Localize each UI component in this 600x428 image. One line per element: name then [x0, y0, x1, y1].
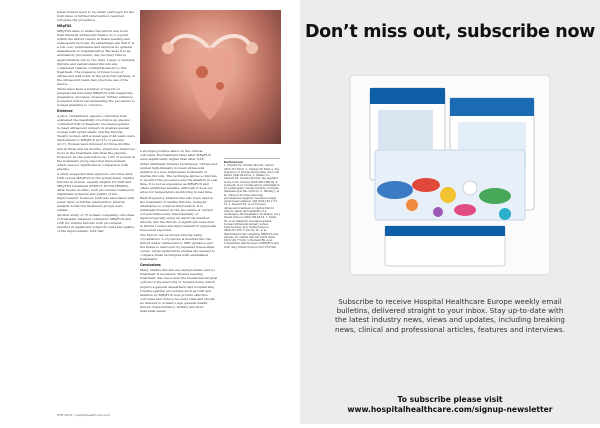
section-heading: MRgFUS [57, 24, 72, 29]
advert-cta-line-1: To subscribe please visit [397, 395, 503, 404]
references-title: References [224, 161, 243, 164]
paragraph: Many uterine fibroids are asymptomatic and no treatment is necessary. Women needing treatment may have been the traditional surgical options of myomectomy or hysterectomy, which require a general anaesthetic and hospital stay. Uterine-sparing procedures such as UAE and ablation by MRgFUS now provide effective outcomes and reduce recovery time and should be tailored to women's age, general health, fibroid characteristics, fertility and their individual needs. [140, 268, 218, 313]
paragraph: fewer women need to be under oestrogen for the high rates of further intervention required following the procedure. [57, 10, 135, 23]
paragraph: MRgFUS aims to ablate the fibroid and focus high intensity ultrasound beams on to a point within the fibroid results in tissue heating and subsequent necrosis. Its advantages are that it is a low cost, noninvasive and requires no general anaesthesia or hospitalisation. Because it is an ambulatory procedure, day recovery time is approximately one to two days. Large or multiple fibroids and pedunculated fibroids are considered relative contraindications to this treatment. The presence of bowel loops or ultrasound wall scars in the projected pathway of the ultrasound beam may preclude use of the device. [57, 29, 135, 86]
paragraph: Other minimally invasive techniques: Ultrasound-guided high-intensity focused ultrasound ablation is a new noninvasive treatment of uterine fibroids. The technique allows a clinician to monitor the procedure and the ablation in real time. It is not as expensive as MRgFUS and offers additional benefits, although it does not allow for temperature monitoring in real time. [140, 162, 218, 195]
uterus-graphic [140, 10, 281, 144]
article-column-2 [140, 149, 218, 411]
advert-collage [300, 0, 600, 424]
paragraph: There have been a number of reports of pregnancies following MRgFUS with reassuring pregnancy outcomes; however, further evidence is needed before recommending the procedure to women planning to conceive. [57, 86, 135, 108]
advert-title: Don’t miss out, subscribe now [304, 22, 596, 42]
section-heading: Evidence [57, 109, 73, 114]
subscribe-advert [300, 0, 600, 424]
article-column-1 [57, 10, 135, 413]
advert-body: Subscribe to receive Hospital Healthcare Europe weekly email bulletins, delivered straight to your inbox. Stay up-to-date with the latest industry news, views and updates, including breaking news, clinical and professional articles, features and interviews. [335, 297, 565, 334]
references-text: 1. Stewart EA. Uterine fibroids. Lancet 2001;357:293-8. 2. Cramer SF, Patel A. The frequency of uterine leiomyomas. Am J Clin Pathol 1990;94:435-8. 3. Walker CL, Stewart EA. Uterine fibroids: the elephant in the room. Science 2005;308:1589-92. 4. Gupta JK, et al. Uterine artery embolization for symptomatic uterine fibroids. Cochrane Database Syst Rev 2014;12. 5. Hindley J, et al. Clinical outcomes following percutaneous magnetic resonance image guided laser ablation. AJR 2004;183:1713-19. 6. Stewart EA, et al. Focused ultrasound treatment of uterine fibroid tumors: safety and feasibility of a noninvasive thermoablative technique. Am J Obstet Gynecol 2003;189:48-54. 7. Taran FA, et al. Magnetic resonance-guided focused ultrasound surgery versus hysterectomy. Am J Obstet Gynecol 2009;201:268. 8. Jacoby VL, et al. Randomized trial comparing MRgFUS and placebo for uterine fibroids. Fertil Steril 2016;105:773-80. 9. Barnard EP, et al. Comparative effectiveness of MRgFUS and UAE. Am J Obstet Gynecol 2017;216:500. [224, 164, 280, 249]
references-divider [224, 158, 280, 159]
paragraph: Radiofrequency ablation has also been used in the treatment of uterine fibroids, being an alternative to surgical intervention. It is minimally invasive as the procedure is carried out percutaneously, transvaginally or laparoscopically using an electrode inserted directly into the fibroid. A significant reduction in fibroid volume and improvement in symptoms have been reported. [140, 195, 217, 232]
paragraph: Another study of 75 women comparing outcomes of treatment between volumetric MRgFUS and UAE for uterine fibroids both procedures resulted in significant symptom relief and quality of life improvement. UAE had [57, 213, 135, 234]
paragraph: The fibroid can be frozen directly using cryoablation. A cryoprobe is inserted into the fibroid under ultrasound or MRI guidance and the tissue is destroyed by repeated freeze-thaw cycles. Large multicentre studies are needed to compare these techniques with established treatments. [140, 232, 215, 262]
paragraph: A study suggested that symptom outcomes after UAE versus MRgFUS in the symptomatic uterine fibroids in women, equally eligible for UAE and MRgFUS treatment (FIRSTT, NCT01285960). After twelve months, both procedures resulted in significant symptom and quality of life improvement; however, UAE was associated with lower rates of further intervention. Interim analysis found the treatment groups were similar. [57, 171, 135, 213]
advert-signup-link[interactable]: www.hospitalhealthcare.com/signup-newsletter [347, 404, 553, 414]
references-column [224, 161, 280, 411]
paragraph: A pilot, randomised, placebo-controlled trial evaluated the feasibility of a follow-up placebo-controlled trial of magnetic resonance-guided focused ultrasound surgery in premenopausal women with symptomatic uterine fibroids. Twenty women with a mean age of 44 years were randomised to MRgFUS (n=13) or placebo (n=7). Women were followed for three months and at three and six months, symptoms improved more in the treatment arm than the placebo. However, at one-year follow-up, 10% of women in the treatment group reported improvement, which was not significant in comparison with placebo. [57, 114, 135, 171]
uterus-illustration [140, 10, 281, 144]
paragraph: a stronger positive effect on the clinical outcomes. Re-treatment rates after MRgFUS were significantly higher than after UAE. [140, 149, 211, 162]
advert-cta [320, 395, 580, 414]
page-footer: HHE 2019 | hospitalhealthcare.com [57, 413, 111, 417]
section-heading: Conclusions [140, 263, 161, 268]
